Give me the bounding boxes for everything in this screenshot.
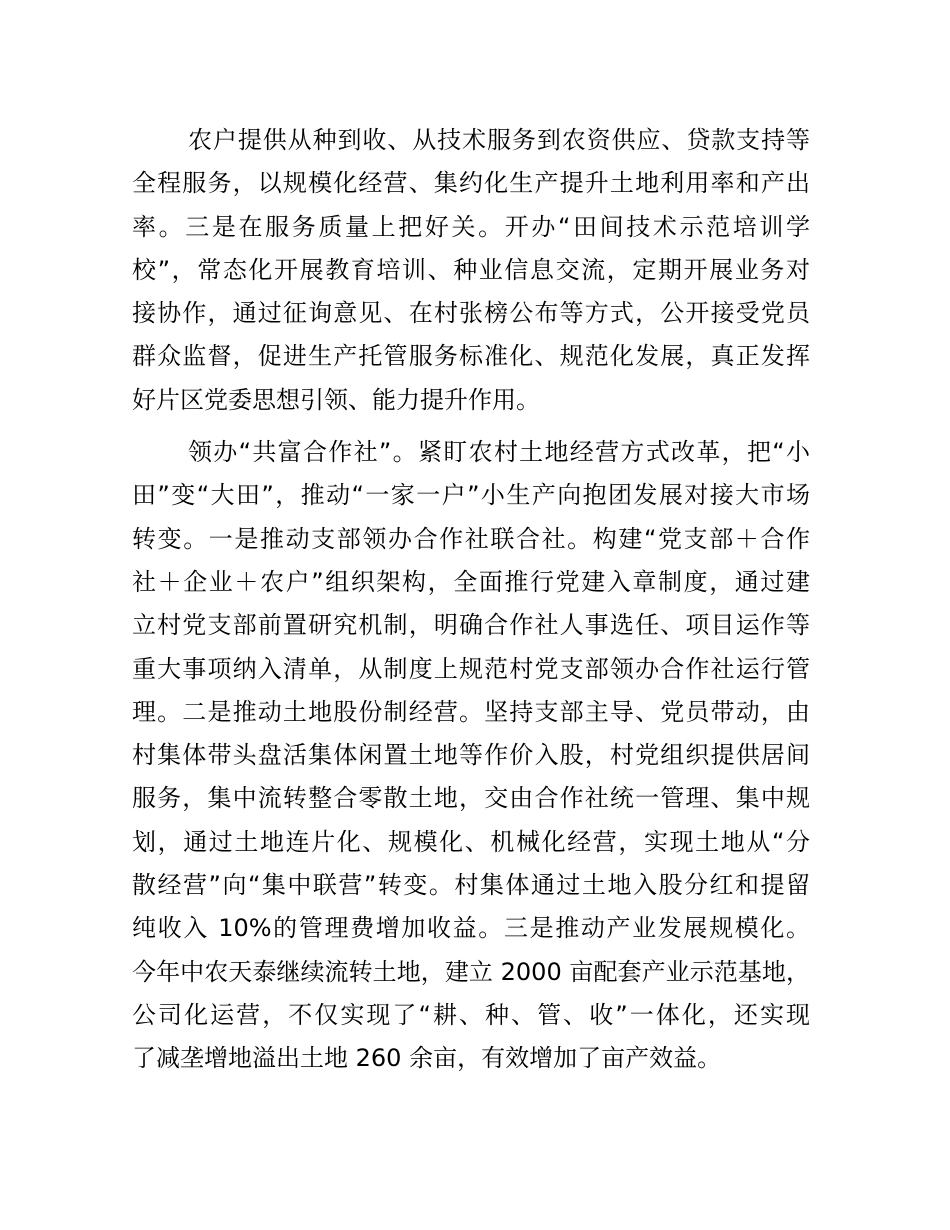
text-line: 率。三是在服务质量上把好关。开办“田间技术示范培训学 <box>132 212 810 241</box>
text-line: 校”，常态化开展教育培训、种业信息交流，定期开展业务对 <box>132 255 810 284</box>
text-line: 了减垄增地溢出土地 260 余亩，有效增加了亩产效益。 <box>132 1044 722 1073</box>
text-line: 散经营”向“集中联营”转变。村集体通过土地入股分红和提留 <box>132 871 810 900</box>
text-line: 社＋企业＋农户”组织架构，全面推行党建入章制度，通过建 <box>132 567 810 596</box>
text-line: 立村党支部前置研究机制，明确合作社人事选任、项目运作等 <box>132 611 810 640</box>
text-line: 村集体带头盘活集体闲置土地等作价入股，村党组织提供居间 <box>132 741 810 770</box>
text-line: 划，通过土地连片化、规模化、机械化经营，实现土地从“分 <box>132 827 810 856</box>
text-line: 接协作，通过征询意见、在村张榜公布等方式，公开接受党员 <box>132 299 810 328</box>
text-line: 理。二是推动土地股份制经营。坚持支部主导、党员带动，由 <box>132 697 810 726</box>
text-line: 重大事项纳入清单，从制度上规范村党支部领办合作社运行管 <box>132 654 810 683</box>
text-line: 服务，集中流转整合零散土地，交由合作社统一管理、集中规 <box>132 784 810 813</box>
text-line: 农户提供从种到收、从技术服务到农资供应、贷款支持等 <box>188 126 810 154</box>
text-line: 全程服务，以规模化经营、集约化生产提升土地利用率和产出 <box>132 169 810 198</box>
paragraph-cooperative <box>132 431 810 1080</box>
text-line: 今年中农天泰继续流转土地，建立 2000 亩配套产业示范基地， <box>132 957 810 986</box>
text-line: 群众监督，促进生产托管服务标准化、规范化发展，真正发挥 <box>132 342 810 371</box>
text-line: 领办“共富合作社”。紧盯农村土地经营方式改革，把“小 <box>188 438 810 467</box>
text-line: 转变。一是推动支部领办合作社联合社。构建“党支部＋合作 <box>132 524 810 553</box>
text-line: 田”变“大田”，推动“一家一户”小生产向抱团发展对接大市场 <box>132 481 810 510</box>
paragraph-service-quality <box>132 119 810 422</box>
text-line: 好片区党委思想引领、能力提升作用。 <box>132 385 540 414</box>
text-line: 公司化运营，不仅实现了“耕、种、管、收”一体化，还实现 <box>132 1000 810 1029</box>
text-line: 纯收入 10%的管理费增加收益。三是推动产业发展规模化。 <box>132 914 810 943</box>
